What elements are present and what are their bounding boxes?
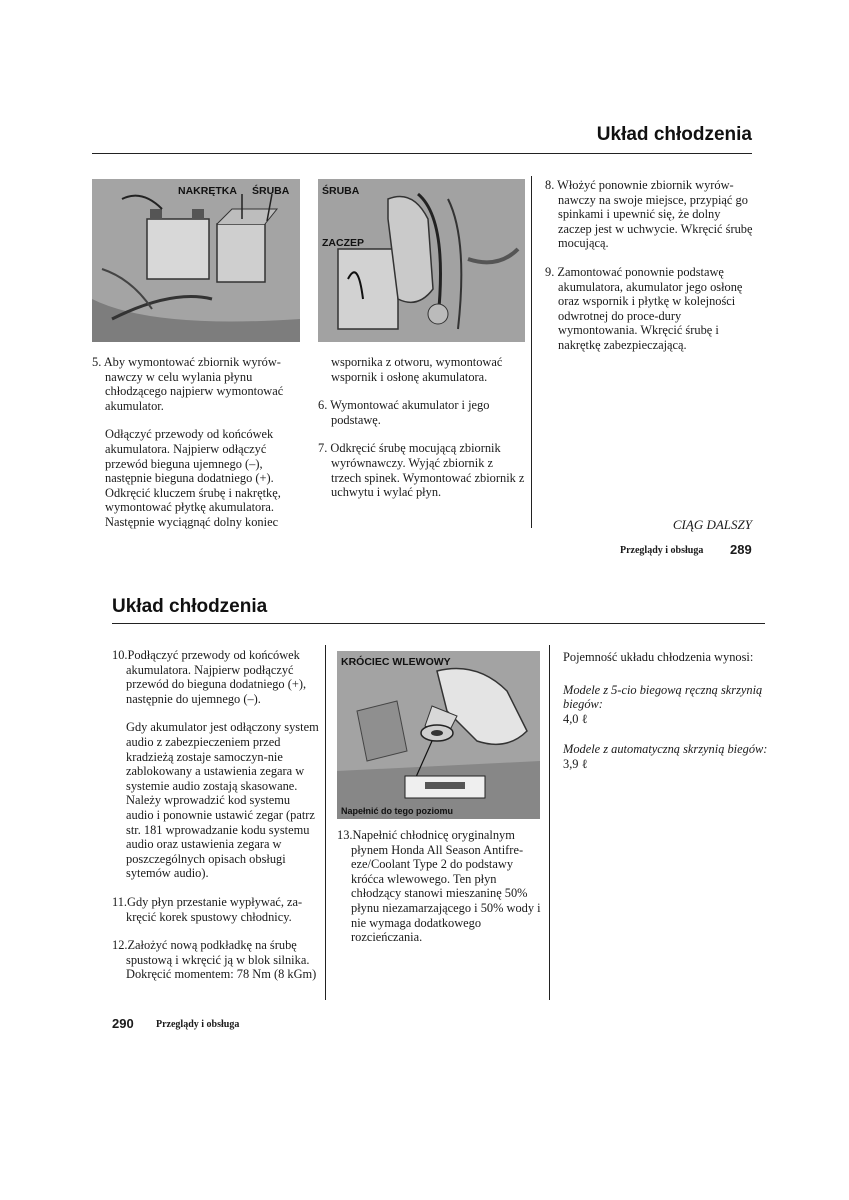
step-9: 9. Zamontować ponownie podstawę akumulatora, akumulator jego osłonę oraz wspornik i płytkę w kolejności odwrotnej do proce-dury wymontowania. Wkręcić śrubę i nakrętkę zabezpieczającą. xyxy=(545,264,743,352)
step-10-note: Gdy akumulator jest odłączony system audio z zabezpieczeniem przed kradzieżą zostaje samoczyn-nie zablokowany a ustawienia zegara w systemie audio zostają skasowane. Należy wprowadzić kod systemu audio i ponownie ustawić zegar (patrz str. 181 wprowadzanie kodu systemu audio oraz ustawienia zegara w poszczególnych opisach obsługi sytemów audio). xyxy=(126,720,319,881)
column-divider-bottom-2 xyxy=(549,645,550,1000)
continued-label: CIĄG DALSZY xyxy=(672,517,752,532)
label-filler-neck: KRÓCIEC WLEWOWY xyxy=(341,656,451,668)
step-5-detail: Odłączyć przewody od końcówek akumulatora. Najpierw odłączyć przewód bieguna ujemnego (–), następnie bieguna dodatniego (+). Odkręcić kluczem śrubę i nakrętkę, wymontować płytkę akumulatora. Następnie wyciągnąć dolny koniec xyxy=(105,427,281,529)
manual-capacity: 4,0 ℓ xyxy=(563,711,588,726)
step-11: 11.Gdy płyn przestanie wypływać, za-kręcić korek spustowy chłodnicy. xyxy=(112,894,303,924)
step-13: 13.Napełnić chłodnicę oryginalnym płynem Honda All Season Antifre-eze/Coolant Type 2 do podstawy króćca wlewowego. Ten płyn chłodzący stanowi mieszaninę 50% płynu niezamarzającego i 50% wody i nie wymaga dodatkowego rozcieńczania. xyxy=(337,828,541,945)
label-bolt: ŚRUBA xyxy=(252,185,290,197)
page-title-top: Układ chłodzenia xyxy=(596,124,752,145)
column-divider-top xyxy=(531,176,532,528)
bottom-column-2 xyxy=(337,828,542,959)
top-column-1 xyxy=(92,355,300,544)
label-clip: ZACZEP xyxy=(322,237,364,249)
step-5: 5. Aby wymontować zbiornik wyrów-nawczy w celu wylania płynu chłodzącego najpierw wymontować akumulator. xyxy=(92,355,284,413)
battery-illustration xyxy=(92,179,300,342)
title-rule-top xyxy=(92,153,752,154)
automatic-models-label: Modele z automatyczną skrzynią biegów: xyxy=(563,742,768,757)
step-7: 7. Odkręcić śrubę mocującą zbiornik wyrównawczy. Wyjąć zbiornik z trzech spinek. Wymontować zbiornik z uchwytu i wylać płyn. xyxy=(318,441,525,500)
label-fill-level: Napełnić do tego poziomu xyxy=(341,806,453,816)
reservoir-illustration xyxy=(318,179,525,342)
capacity-heading: Pojemność układu chłodzenia wynosi: xyxy=(563,650,754,664)
manual-models-label: Modele z 5-cio biegową ręczną skrzynią biegów: xyxy=(563,682,763,712)
label-nut: NAKRĘTKA xyxy=(178,185,237,197)
step-5-continued: wspornika z otworu, wymontować wspornik i osłonę akumulatora. xyxy=(331,355,503,384)
page-number-top: 289 xyxy=(730,542,752,557)
bottom-column-1 xyxy=(112,648,320,996)
step-10: 10.Podłączyć przewody od końcówek akumulatora. Najpierw podłączyć przewód do bieguna dodatniego (+), następnie do ujemnego (–). xyxy=(112,648,307,706)
step-8: 8. Włożyć ponownie zbiornik wyrów-nawczy na swoje miejsce, przypiąć go spinkami i upewnić się, że dolny zaczep jest w uchwycie. Wkręcić śrubę mocującą. xyxy=(545,178,753,251)
reservoir-figure xyxy=(318,179,525,342)
page-number-bottom: 290 xyxy=(112,1016,134,1031)
step-12: 12.Założyć nową podkładkę na śrubę spustową i wkręcić ją w blok silnika. Dokręcić momentem: 78 Nm (8 kGm) xyxy=(112,938,317,982)
title-rule-bottom xyxy=(112,623,765,624)
label-bolt-2: ŚRUBA xyxy=(322,185,360,197)
column-divider-bottom-1 xyxy=(325,645,326,1000)
automatic-capacity: 3,9 ℓ xyxy=(563,756,588,771)
filler-neck-figure xyxy=(337,651,540,819)
top-column-3 xyxy=(545,178,755,367)
footer-label-top: Przeglądy i obsługa xyxy=(620,545,704,556)
filler-neck-illustration xyxy=(337,651,540,819)
footer-label-bottom: Przeglądy i obsługa xyxy=(156,1019,240,1030)
top-column-2 xyxy=(318,355,525,514)
page-title-bottom: Układ chłodzenia xyxy=(112,596,268,617)
step-6: 6. Wymontować akumulator i jego podstawę. xyxy=(318,398,490,427)
bottom-column-3 xyxy=(563,650,768,786)
battery-figure xyxy=(92,179,300,342)
